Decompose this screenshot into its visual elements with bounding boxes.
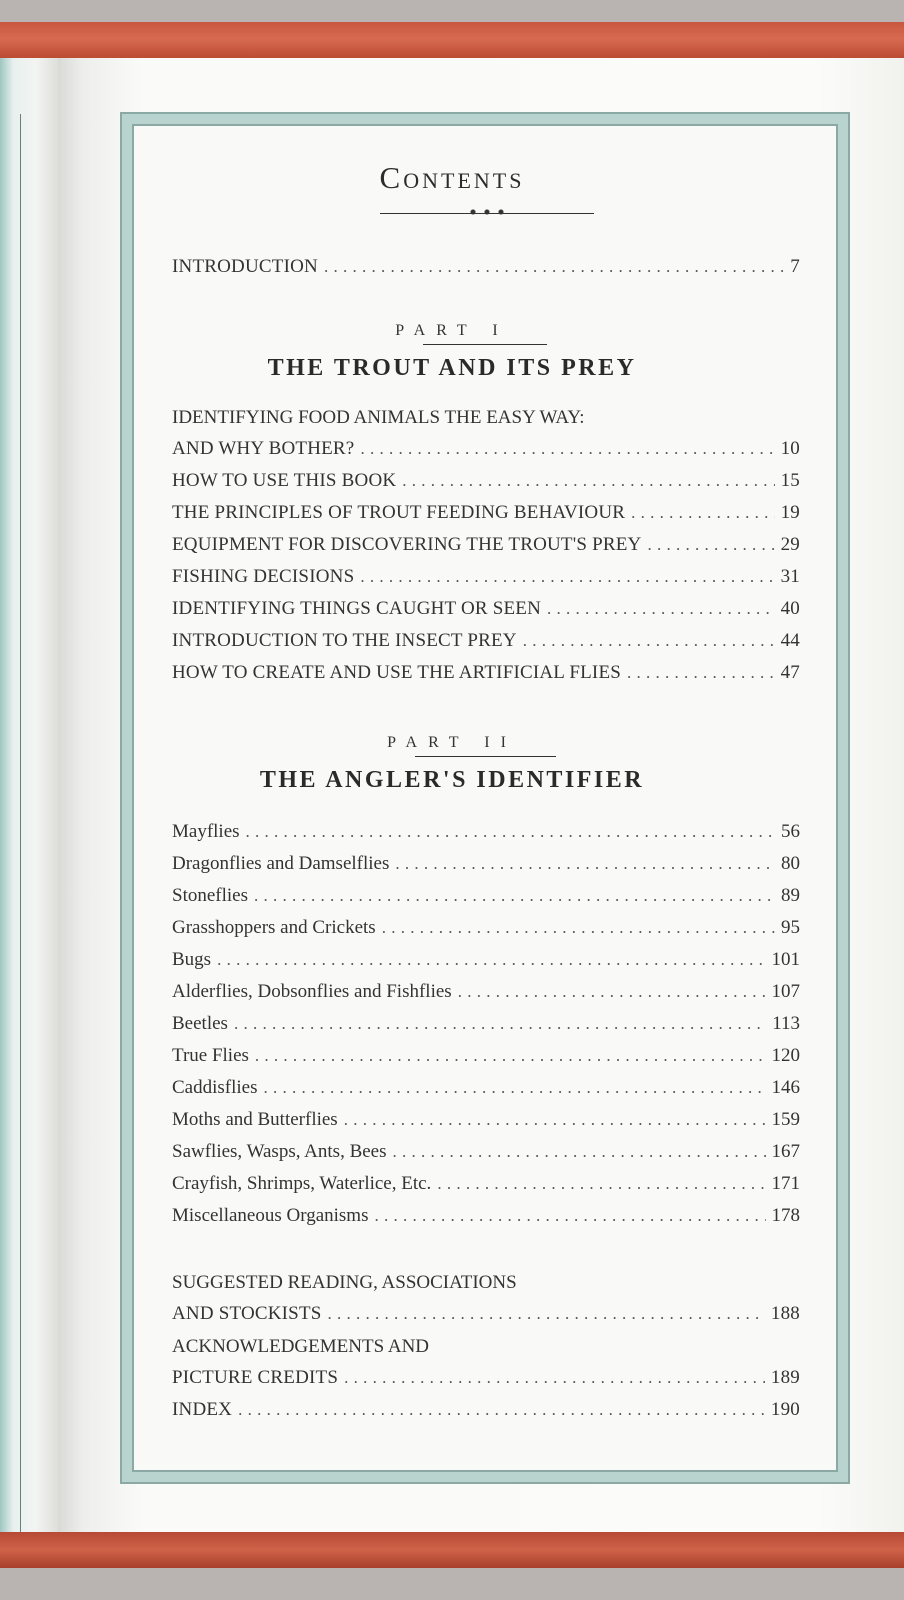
toc-entry-label-line1: SUGGESTED READING, ASSOCIATIONS [172, 1272, 517, 1293]
toc-entry-page: 10 [780, 438, 800, 459]
toc-entry[interactable] [172, 1105, 800, 1131]
toc-entry-page: 159 [771, 1109, 800, 1130]
toc-entry-label: EQUIPMENT FOR DISCOVERING THE TROUT'S PREY [172, 534, 642, 555]
toc-entry-label: Alderflies, Dobsonflies and Fishflies [172, 981, 452, 1002]
toc-entry[interactable] [172, 530, 800, 556]
toc-entry-page: 178 [771, 1205, 800, 1226]
leader-dots [547, 598, 775, 620]
toc-entry-page: 40 [780, 598, 800, 619]
toc-entry[interactable] [172, 1041, 800, 1067]
leader-dots [393, 1141, 766, 1163]
toc-entry-page: 31 [780, 566, 800, 587]
toc-entry-label: FISHING DECISIONS [172, 566, 355, 587]
toc-entry-page: 29 [780, 534, 800, 555]
leader-dots [234, 1013, 766, 1035]
toc-entry-page: 89 [781, 885, 800, 906]
toc-entry[interactable] [172, 594, 800, 620]
toc-entry-label: INTRODUCTION [172, 256, 318, 277]
toc-entry[interactable] [172, 945, 800, 971]
toc-entry-page: 7 [790, 256, 800, 277]
toc-entry-label: Sawflies, Wasps, Ants, Bees [172, 1141, 387, 1162]
part1-label: PART I [395, 322, 509, 339]
toc-entry[interactable] [172, 1009, 800, 1035]
toc-entry-label: THE PRINCIPLES OF TROUT FEEDING BEHAVIOUR [172, 502, 626, 523]
toc-entry[interactable] [172, 498, 800, 524]
toc-entry[interactable] [172, 626, 800, 652]
part2-rule [415, 756, 556, 757]
toc-entry-label: Mayflies [172, 821, 240, 842]
toc-entry-label-line1: ACKNOWLEDGEMENTS AND [172, 1336, 430, 1357]
toc-entry-label: Bugs [172, 949, 212, 970]
toc-entry-label: Grasshoppers and Crickets [172, 917, 376, 938]
leader-dots [344, 1367, 765, 1389]
leader-dots [255, 1045, 766, 1067]
leader-dots [458, 981, 766, 1003]
toc-entry-page: 47 [780, 662, 800, 683]
leader-dots [647, 534, 774, 556]
toc-entry-label: INTRODUCTION TO THE INSECT PREY [172, 630, 517, 651]
toc-entry[interactable] [172, 817, 800, 843]
toc-entry[interactable] [172, 1299, 800, 1325]
toc-entry[interactable] [172, 849, 800, 875]
toc-entry-page: 44 [780, 630, 800, 651]
leader-dots [402, 470, 774, 492]
toc-entry-page: 188 [770, 1303, 800, 1324]
toc-entry[interactable] [172, 1395, 800, 1421]
toc-entry-page: 107 [771, 981, 800, 1002]
toc-entry-label: Miscellaneous Organisms [172, 1205, 369, 1226]
toc-entry[interactable] [172, 466, 800, 492]
toc-entry-label: HOW TO USE THIS BOOK [172, 470, 397, 491]
leader-dots [264, 1077, 766, 1099]
toc-entry-page: 19 [780, 502, 800, 523]
toc-entry[interactable] [172, 1363, 800, 1389]
leader-dots [238, 1399, 765, 1421]
leader-dots [382, 917, 775, 939]
leader-dots [627, 662, 775, 684]
toc-entry-label: Caddisflies [172, 1077, 258, 1098]
leader-dots [328, 1303, 765, 1325]
toc-entry-page: 189 [770, 1367, 800, 1388]
toc-entry-page: 56 [781, 821, 800, 842]
leader-dots [246, 821, 775, 843]
page-title: Contents [379, 160, 525, 195]
toc-entry-page: 101 [771, 949, 800, 970]
toc-entry[interactable] [172, 1137, 800, 1163]
leader-dots [254, 885, 775, 907]
toc-entry-label-line1: IDENTIFYING FOOD ANIMALS THE EASY WAY: [172, 407, 585, 428]
toc-entry-label: PICTURE CREDITS [172, 1367, 339, 1388]
toc-entry[interactable] [172, 1169, 800, 1195]
toc-entry-page: 190 [770, 1399, 800, 1420]
leader-dots [360, 438, 774, 460]
part1-title: THE TROUT AND ITS PREY [267, 355, 637, 381]
toc-entry[interactable] [172, 1073, 800, 1099]
part1-rule [423, 344, 547, 345]
toc-entry-label: Dragonflies and Damselflies [172, 853, 390, 874]
toc-entry-label: Stoneflies [172, 885, 248, 906]
toc-entry[interactable] [172, 1201, 800, 1227]
toc-entry[interactable] [172, 658, 800, 684]
leader-dots [437, 1173, 765, 1195]
toc-entry-introduction[interactable] [172, 252, 800, 278]
part2-label: PART II [387, 734, 517, 751]
toc-entry-label: HOW TO CREATE AND USE THE ARTIFICIAL FLIES [172, 662, 622, 683]
toc-entry-label: True Flies [172, 1045, 249, 1066]
toc-entry-label: AND WHY BOTHER? [172, 438, 355, 459]
toc-entry-page: 120 [771, 1045, 800, 1066]
toc-entry-page: 167 [771, 1141, 800, 1162]
leader-dots [523, 630, 775, 652]
leader-dots [631, 502, 774, 524]
toc-entry-label: Crayfish, Shrimps, Waterlice, Etc. [172, 1173, 432, 1194]
toc-entry-page: 146 [771, 1077, 800, 1098]
toc-entry-label: IDENTIFYING THINGS CAUGHT OR SEEN [172, 598, 542, 619]
toc-entry-page: 15 [780, 470, 800, 491]
toc-entry[interactable] [172, 881, 800, 907]
leader-dots [217, 949, 765, 971]
toc-entry-label: AND STOCKISTS [172, 1303, 322, 1324]
toc-entry-page: 113 [772, 1013, 800, 1034]
toc-entry-label: INDEX [172, 1399, 233, 1420]
toc-entry[interactable] [172, 913, 800, 939]
leader-dots [344, 1109, 766, 1131]
toc-entry-label: Moths and Butterflies [172, 1109, 338, 1130]
title-ornament [466, 209, 508, 215]
leader-dots [395, 853, 775, 875]
toc-entry-label: Beetles [172, 1013, 228, 1034]
toc-entry-page: 171 [771, 1173, 800, 1194]
leader-dots [360, 566, 774, 588]
toc-entry-page: 80 [781, 853, 800, 874]
leader-dots [324, 256, 784, 278]
leader-dots [375, 1205, 766, 1227]
toc-entry[interactable] [172, 977, 800, 1003]
toc-entry-page: 95 [781, 917, 800, 938]
part2-title: THE ANGLER'S IDENTIFIER [259, 767, 645, 793]
toc-entry[interactable] [172, 562, 800, 588]
toc-entry[interactable] [172, 434, 800, 460]
